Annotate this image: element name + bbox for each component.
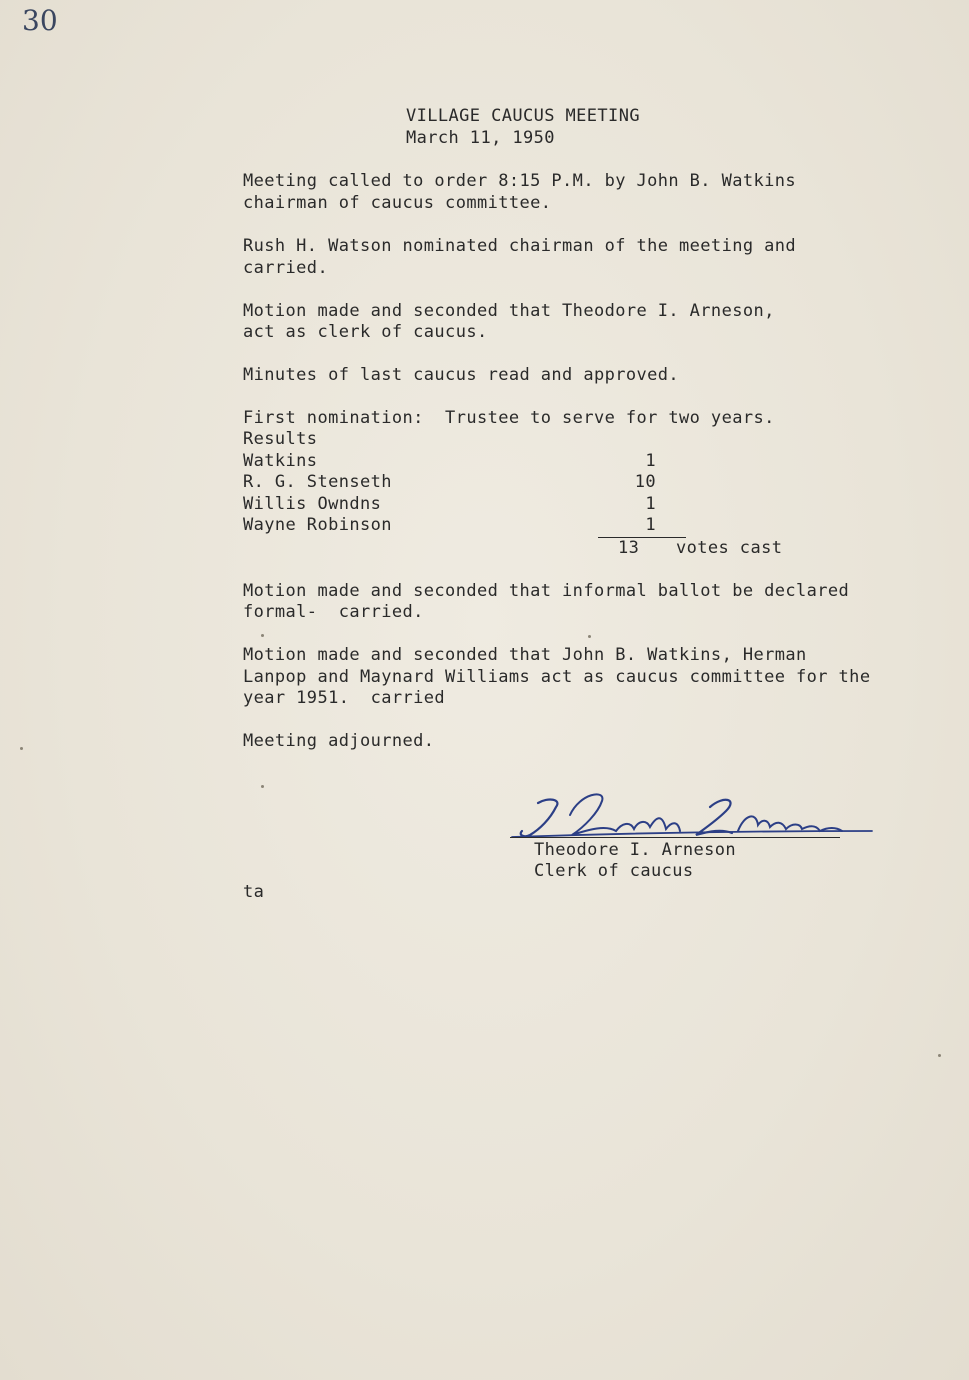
results-row-votes: 1 [645,494,656,514]
total-underline [598,537,686,538]
total-votes-label: votes cast [676,538,783,558]
paragraph-clerk-line-2: act as clerk of caucus. [243,322,488,342]
paragraph-call-to-order-line-1: Meeting called to order 8:15 P.M. by John B. Watkins [243,171,797,191]
paper-speck [588,635,591,638]
page-number: 30 [22,4,58,37]
signature-line [510,837,840,838]
document-date: March 11, 1950 [406,128,555,148]
signatory-title: Clerk of caucus [534,861,694,881]
results-row-votes: 1 [645,515,656,535]
results-row-name: Willis Owndns [243,494,382,514]
paragraph-adjourned: Meeting adjourned. [243,731,435,751]
results-row-votes: 1 [645,451,656,471]
paragraph-committee-line-1: Motion made and seconded that John B. Watkins, Herman [243,645,807,665]
paragraph-formal-ballot-line-1: Motion made and seconded that informal ballot be declared [243,581,850,601]
paper-speck [20,747,23,750]
paper-speck [261,785,264,788]
paragraph-minutes: Minutes of last caucus read and approved. [243,365,680,385]
typist-initials: ta [243,882,265,902]
results-row-name: Watkins [243,451,318,471]
results-heading: Results [243,429,318,449]
paper-speck [938,1054,941,1057]
paragraph-committee-line-3: year 1951. carried [243,688,446,708]
signatory-name: Theodore I. Arneson [534,840,737,860]
paragraph-first-nomination: First nomination: Trustee to serve for two years. [243,408,775,428]
paper-speck [261,634,264,637]
total-votes: 13 [618,538,640,558]
paragraph-call-to-order-line-2: chairman of caucus committee. [243,193,552,213]
paragraph-chairman-line-2: carried. [243,258,329,278]
paragraph-chairman-line-1: Rush H. Watson nominated chairman of the meeting and [243,236,797,256]
results-row-votes: 10 [634,472,656,492]
results-row-name: Wayne Robinson [243,515,392,535]
results-row-name: R. G. Stenseth [243,472,392,492]
paragraph-committee-line-2: Lanpop and Maynard Williams act as caucus committee for the [243,667,871,687]
paragraph-formal-ballot-line-2: formal- carried. [243,602,424,622]
document-title: VILLAGE CAUCUS MEETING [406,106,640,126]
paragraph-clerk-line-1: Motion made and seconded that Theodore I. Arneson, [243,301,775,321]
